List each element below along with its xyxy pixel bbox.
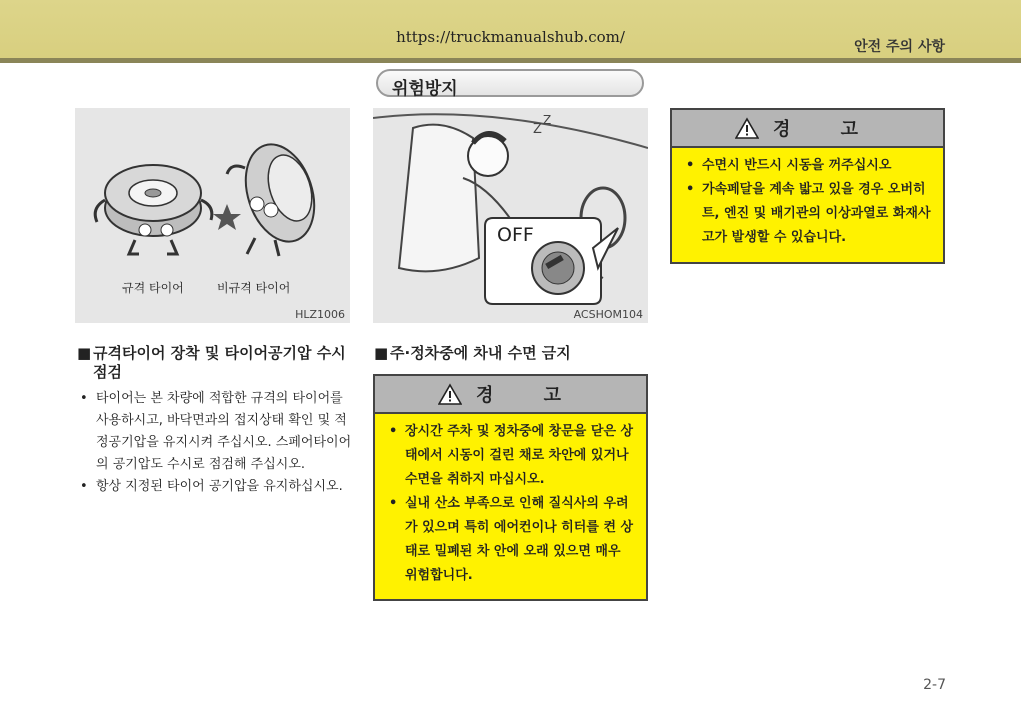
tire-illustration — [75, 108, 350, 323]
list-item — [80, 388, 352, 476]
page-title: 위험방지 — [392, 79, 458, 99]
warning-box-engine — [670, 108, 945, 264]
list-item-text: 타이어는 본 차량에 적합한 규격의 타이어를 사용하시고, 바닥면과의 접지상태 확인 및 적정공기압을 유지시켜 주십시오. 스페어타이어의 공기압도 수시로 점검해 주십시오. — [96, 391, 352, 472]
list-item — [686, 178, 933, 250]
list-item — [389, 492, 636, 588]
page-number: 2-7 — [923, 677, 946, 693]
warning-triangle-icon — [735, 117, 759, 139]
svg-text:Z: Z — [533, 122, 542, 137]
list-item-text: 수면시 반드시 시동을 꺼주십시오 — [702, 158, 892, 173]
warning-title: 경 고 — [772, 119, 881, 140]
square-bullet-icon: ■ — [77, 344, 92, 362]
svg-text:Z: Z — [543, 113, 552, 127]
label-standard-tire: 규격 타이어 — [122, 281, 184, 295]
section-heading-sleep — [374, 344, 649, 363]
label-nonstandard-tire: 비규격 타이어 — [217, 281, 291, 295]
figure-code: ACSHOM104 — [573, 308, 643, 321]
list-item-text: 가속페달을 계속 밟고 있을 경우 오버히트, 엔진 및 배기관의 이상과열로 화재사고가 발생할 수 있습니다. — [702, 182, 931, 245]
sleeping-driver-illustration — [373, 108, 648, 323]
warning-body — [672, 148, 943, 250]
list-item — [389, 420, 636, 492]
bullet-dot-icon: • — [686, 182, 695, 197]
bullet-dot-icon: • — [80, 479, 88, 494]
tire-drawing — [75, 108, 350, 323]
list-item-text: 장시간 주차 및 정차중에 창문을 닫은 상태에서 시동이 걸린 채로 차안에 있거나 수면을 취하지 마십시오. — [405, 424, 634, 487]
off-label: OFF — [497, 224, 534, 246]
heading-text: 주·정차중에 차내 수면 금지 — [390, 344, 571, 362]
bullet-dot-icon: • — [389, 424, 398, 439]
source-url: https://truckmanualshub.com/ — [396, 28, 625, 46]
warning-title: 경 고 — [475, 385, 584, 406]
bullet-dot-icon: • — [389, 496, 398, 511]
list-item-text: 항상 지정된 타이어 공기압을 유지하십시오. — [96, 479, 343, 494]
header-rule — [0, 58, 1021, 63]
warning-header — [375, 376, 646, 414]
bullet-dot-icon: • — [686, 158, 695, 173]
section-name: 안전 주의 사항 — [854, 39, 945, 55]
figure-code: HLZ1006 — [295, 308, 345, 321]
tire-bullet-list — [80, 388, 352, 498]
warning-header — [672, 110, 943, 148]
warning-box-sleep — [373, 374, 648, 601]
driver-drawing — [373, 108, 648, 323]
bullet-dot-icon: • — [80, 391, 88, 406]
heading-text: 규격타이어 장착 및 타이어공기압 수시 점검 — [93, 344, 346, 381]
section-heading-tire — [77, 344, 355, 382]
warning-triangle-icon — [438, 383, 462, 405]
list-item — [80, 476, 352, 498]
warning-body — [375, 414, 646, 588]
page-title-pill — [376, 69, 644, 97]
list-item — [686, 154, 933, 178]
square-bullet-icon: ■ — [374, 344, 389, 362]
list-item-text: 실내 산소 부족으로 인해 질식사의 우려가 있으며 특히 에어컨이나 히터를 켠 상태로 밀폐된 차 안에 오래 있으면 매우 위험합니다. — [405, 496, 634, 583]
